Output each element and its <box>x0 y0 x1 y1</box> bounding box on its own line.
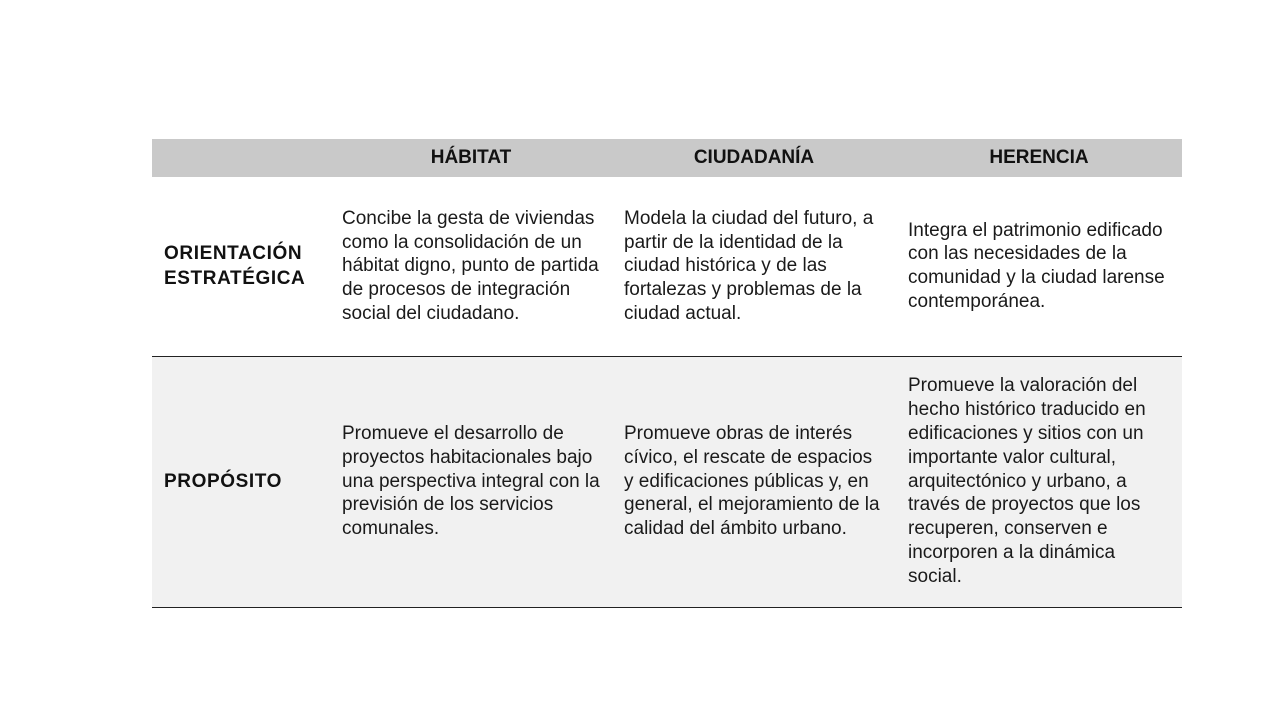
cell-proposito-ciudadania: Promueve obras de interés cívico, el rescate de espacios y edificaciones públicas y, en general, el mejoramiento de la calidad del ámbito urbano. <box>624 423 880 540</box>
strategy-matrix-table <box>152 139 1182 608</box>
table-row-orientacion <box>152 177 1182 356</box>
table-row-proposito <box>152 356 1182 607</box>
row-label-line: ORIENTACIÓN <box>164 243 303 265</box>
cell-orientacion-ciudadania: Modela la ciudad del futuro, a partir de la identidad de la ciudad histórica y de las fortalezas y problemas de la ciudad actual. <box>624 207 874 324</box>
row-label-line: ESTRATÉGICA <box>164 268 306 290</box>
cell-orientacion-habitat: Concibe la gesta de viviendas como la consolidación de un hábitat digno, punto de partida de procesos de integración social del ciudadano. <box>342 207 599 324</box>
header-row <box>152 139 1182 177</box>
header-habitat: HÁBITAT <box>430 147 512 168</box>
header-ciudadania: CIUDADANÍA <box>693 147 815 168</box>
row-label-line: PROPÓSITO <box>164 471 283 492</box>
row-label-orientacion-estrategica <box>152 177 330 356</box>
cell-orientacion-herencia: Integra el patrimonio edificado con las necesidades de la comunidad y la ciudad larense contemporánea. <box>908 219 1165 313</box>
header-corner-cell <box>152 139 330 177</box>
row-label-proposito <box>152 356 330 607</box>
cell-proposito-habitat: Promueve el desarrollo de proyectos habitacionales bajo una perspectiva integral con la previsión de los servicios comunales. <box>342 423 600 540</box>
cell-proposito-herencia: Promueve la valoración del hecho histórico traducido en edificaciones y sitios con un importante valor cultural, arquitectónico y urbano, a través de proyectos que los recuperen, conserven e incorporen a la dinámica social. <box>908 375 1146 587</box>
header-herencia: HERENCIA <box>989 147 1089 168</box>
